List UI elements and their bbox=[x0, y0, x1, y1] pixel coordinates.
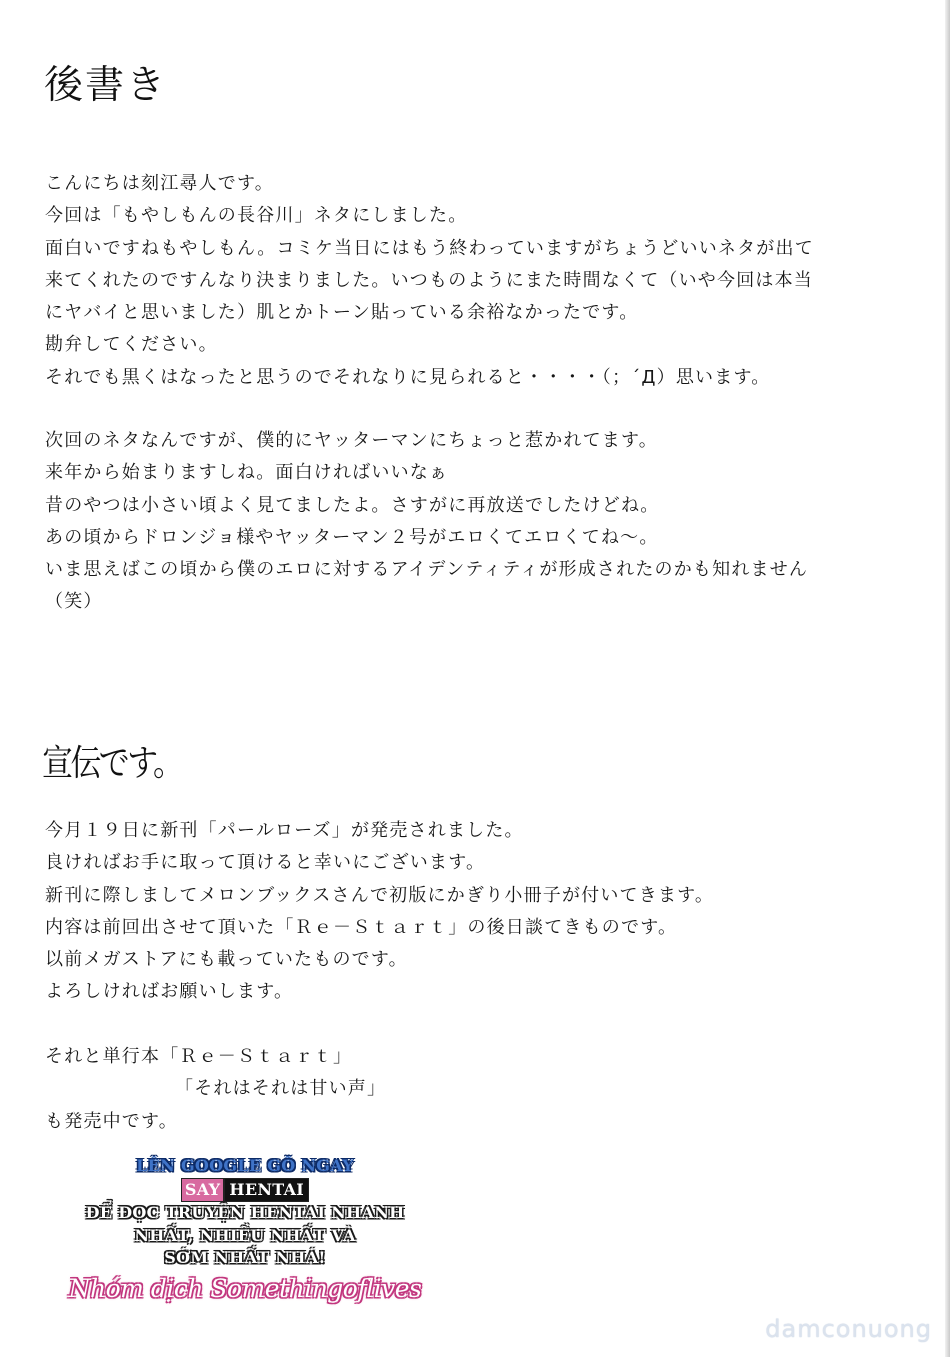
promo-line-3: ĐỂ ĐỌC TRUYỆN HENTAI NHANH bbox=[85, 1203, 405, 1222]
translator-promo-banner bbox=[60, 1155, 430, 1303]
text-line: 良ければお手に取って頂けると幸いにございます。 bbox=[45, 852, 486, 874]
text-line: 今回は「もやしもんの長谷川」ネタにしました。 bbox=[45, 205, 468, 227]
afterword-paragraph-1 bbox=[45, 168, 814, 394]
text-line: あの頃からドロンジョ様やヤッターマン２号がエロくてエロくてね～。 bbox=[45, 526, 659, 548]
afterword-paragraph-2 bbox=[45, 425, 808, 619]
text-line: にヤバイと思いました）肌とかトーン貼っている余裕なかったです。 bbox=[45, 302, 639, 324]
text-line: 次回のネタなんですが、僕的にヤッターマンにちょっと惹かれてます。 bbox=[45, 430, 658, 451]
site-watermark: damconuong bbox=[765, 1315, 932, 1343]
text-line: それと単行本「Ｒｅ－Ｓｔａｒｔ」 bbox=[45, 1046, 353, 1067]
text-line: 内容は前回出させて頂いた「Ｒｅ－Ｓｔａｒｔ」の後日談てきものです。 bbox=[45, 916, 678, 938]
promo-line-5: SỚM NHẤT NHÁ! bbox=[164, 1248, 326, 1267]
text-line: 新刊に際しましてメロンブックスさんで初版にかぎり小冊子が付いてきます。 bbox=[45, 884, 715, 906]
text-line: よろしければお願いします。 bbox=[45, 981, 294, 1003]
text-line: 昔のやつは小さい頃よく見てましたよ。さすがに再放送でしたけどね。 bbox=[45, 494, 660, 516]
translator-group-logo: Nhóm dịch Somethingoflives bbox=[68, 1273, 422, 1303]
text-line: 「それはそれは甘い声」 bbox=[175, 1078, 387, 1100]
text-line: いま思えばこの頃から僕のエロに対するアイデンティティが形成されたのかも知れません bbox=[45, 559, 809, 581]
text-line: それでも黒くはなったと思うのでそれなりに見られると・・・・（；´Д）思います。 bbox=[45, 366, 771, 388]
text-line: 勘弁してください。 bbox=[45, 334, 218, 356]
advert-paragraph-1 bbox=[45, 815, 714, 1009]
text-line: こんにちは刻江尋人です。 bbox=[45, 173, 274, 194]
text-line: 以前メガストアにも載っていたものです。 bbox=[45, 949, 408, 971]
text-line: 面白いですねもやしもん。コミケ当日にはもう終わっていますがちょうどいいネタが出て bbox=[45, 237, 814, 259]
promo-line-4: NHẤT, NHIỀU NHẤT VÀ bbox=[134, 1225, 356, 1245]
promo-line-1: LÊN GOOGLE GÕ NGAY bbox=[136, 1156, 354, 1175]
page-edge-shadow bbox=[945, 0, 950, 1357]
promo-say-badge: SAY bbox=[181, 1178, 225, 1203]
promo-hentai-badge: HENTAI bbox=[224, 1178, 309, 1203]
text-line: も発売中です。 bbox=[45, 1110, 178, 1132]
text-line: 今月１９日に新刊「パールローズ」が発売されました。 bbox=[45, 820, 524, 841]
text-line: 来てくれたのですんなり決まりました。いつものようにまた時間なくて（いや今回は本当 bbox=[45, 269, 813, 291]
text-line: （笑） bbox=[45, 591, 103, 613]
text-line: 来年から始まりますしね。面白ければいいなぁ bbox=[45, 462, 449, 484]
promo-line-2 bbox=[60, 1178, 430, 1203]
advert-paragraph-2 bbox=[45, 1041, 386, 1138]
afterword-heading: 後書き bbox=[44, 63, 168, 108]
advert-heading: 宣伝です。 bbox=[42, 743, 182, 784]
